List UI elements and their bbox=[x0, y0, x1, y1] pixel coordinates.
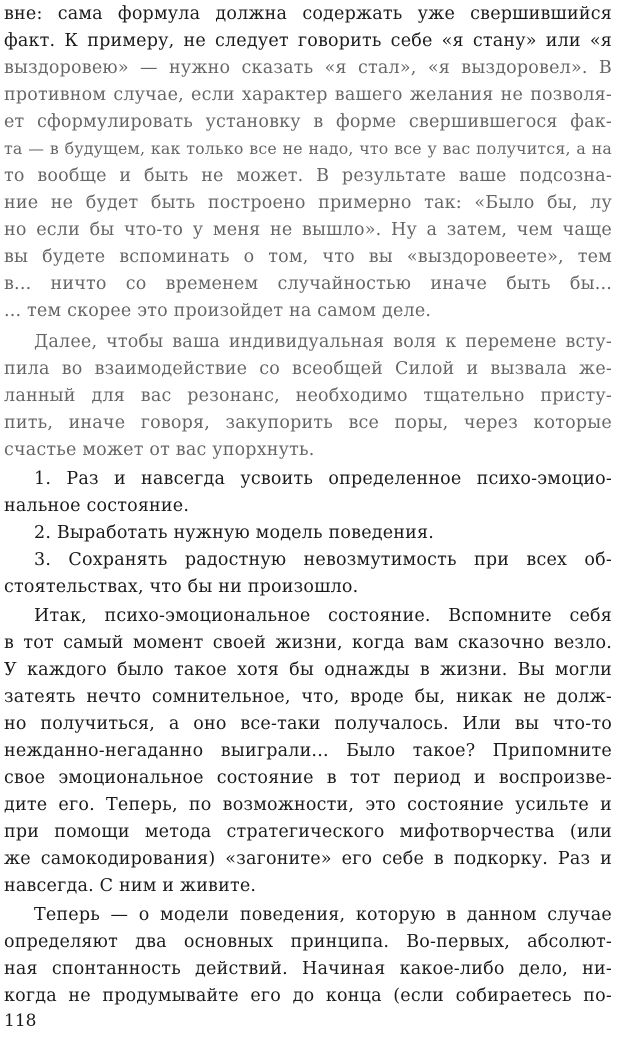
text-line: но если бы что-то у меня не вышло». Ну а затем, чем чаще bbox=[4, 220, 612, 240]
text-line: ... тем скорее это произойдет на самом деле. bbox=[4, 301, 432, 321]
list-item: 1. Раз и навсегда усвоить определенное психо-эмоцио- bbox=[34, 469, 612, 489]
text-line: определяют два основных принципа. Во-первых, абсолют- bbox=[4, 932, 612, 952]
text-line: в тот самый момент своей жизни, когда вам сказочно везло. bbox=[4, 633, 612, 653]
page-number: 118 bbox=[4, 1011, 37, 1031]
text-line: вне: сама формула должна содержать уже свершившийся bbox=[4, 4, 612, 24]
text-line: ние не будет быть построено примерно так: «Было бы, лу bbox=[4, 193, 612, 213]
list-item: 3. Сохранять радостную невозмутимость при всех об- bbox=[34, 550, 612, 570]
text-line: но получиться, а оно все-таки получалось. Или вы что-то bbox=[4, 714, 612, 734]
text-line: та — в будущем, как только все не надо, что все у вас получится, а на bbox=[4, 139, 612, 158]
text-line: когда не продумывайте его до конца (если собираетесь по- bbox=[4, 986, 612, 1006]
text-line: пила во взаимодействие со всеобщей Силой и вызвала же- bbox=[4, 359, 612, 379]
text-line: выздоровею» — нужно сказать «я стал», «я выздоровел». В bbox=[4, 58, 612, 78]
list-item-continuation: стоятельствах, что бы ни произошло. bbox=[4, 577, 359, 597]
text-line: то вообще и быть не может. В результате ваше подсозна- bbox=[4, 166, 612, 186]
text-line: У каждого было такое хотя бы однажды в жизни. Вы могли bbox=[4, 660, 612, 680]
text-line: при помощи метода стратегического мифотворчества (или bbox=[4, 822, 612, 842]
text-line: факт. К примеру, не следует говорить себе «я стану» или «я bbox=[4, 31, 612, 51]
text-line: вы будете вспоминать о том, что вы «выздоровеете», тем bbox=[4, 247, 612, 267]
text-line: свое эмоциональное состояние в тот период и воспроизве- bbox=[4, 768, 612, 788]
text-line: Итак, психо-эмоциональное состояние. Вспомните себя bbox=[34, 606, 612, 626]
text-line: Далее, чтобы ваша индивидуальная воля к перемене всту- bbox=[34, 332, 612, 352]
list-item-continuation: нальное состояние. bbox=[4, 496, 190, 516]
text-line: в... ничто со временем случайностью иначе быть бы... bbox=[4, 274, 612, 294]
text-line: пить, иначе говоря, закупорить все поры, через которые bbox=[4, 413, 612, 433]
text-line: Теперь — о модели поведения, которую в данном случае bbox=[34, 905, 612, 925]
text-line: затеять нечто сомнительное, что, вроде бы, никак не долж- bbox=[4, 687, 612, 707]
list-item: 2. Выработать нужную модель поведения. bbox=[34, 523, 435, 543]
text-line: счастье может от вас упорхнуть. bbox=[4, 440, 315, 460]
text-line: дите его. Теперь, по возможности, это состояние усильте и bbox=[4, 795, 612, 815]
text-line: нежданно-негаданно выиграли... Было такое? Припомните bbox=[4, 741, 612, 761]
text-line: противном случае, если характер вашего желания не позволя- bbox=[4, 85, 612, 105]
text-line: ет сформулировать установку в форме свершившегося фак- bbox=[4, 112, 612, 132]
text-line: ланный для вас резонанс, необходимо тщательно присту- bbox=[4, 386, 612, 406]
text-line: ная спонтанность действий. Начиная какое-либо дело, ни- bbox=[4, 959, 612, 979]
text-line: навсегда. С ним и живите. bbox=[4, 876, 257, 896]
text-line: же самокодирования) «загоните» его себе в подкорку. Раз и bbox=[4, 849, 612, 869]
